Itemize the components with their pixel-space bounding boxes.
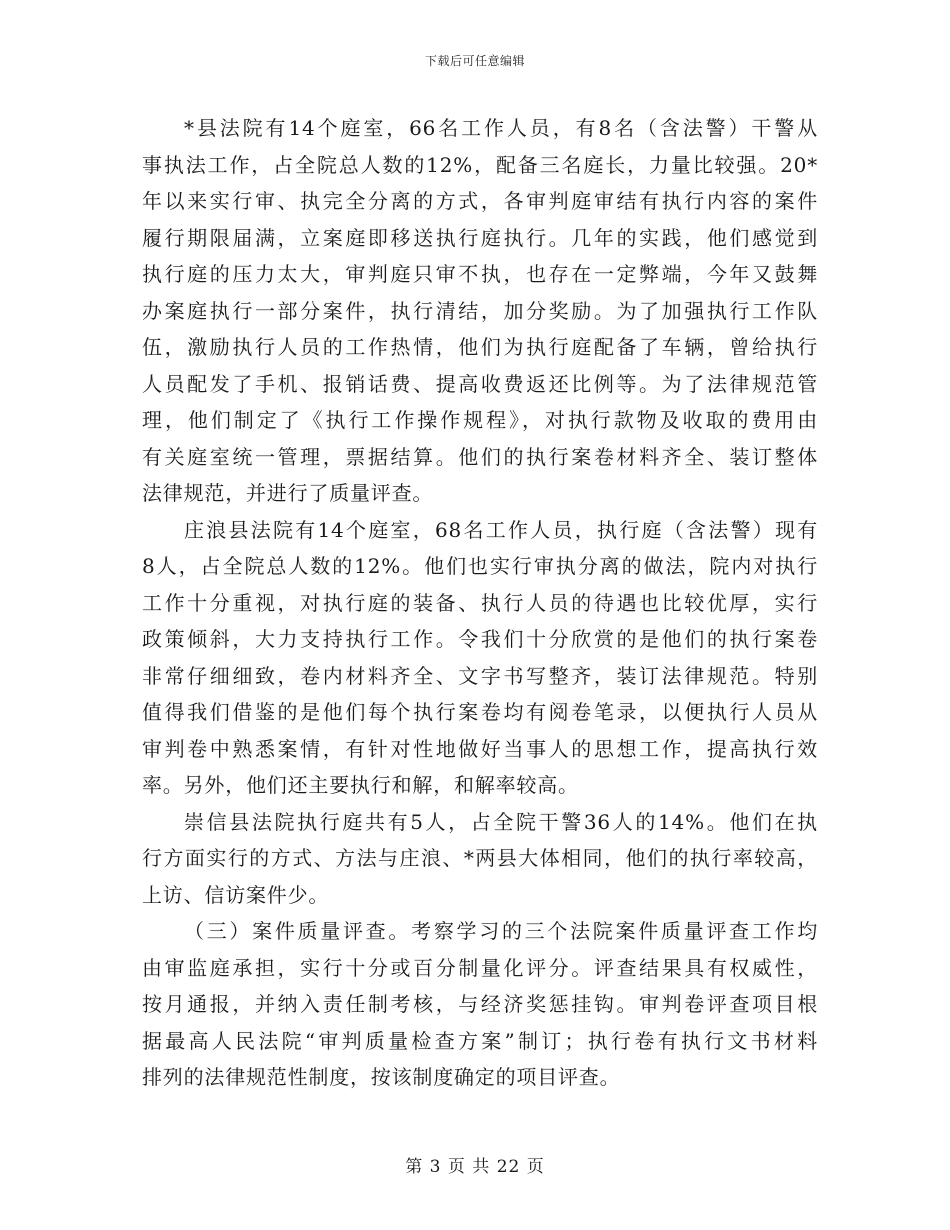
text-line: 人员配发了手机、报销话费、提高收费返还比例等。为了法律规范管 — [142, 371, 818, 396]
text-line: 审判卷中熟悉案情，有针对性地做好当事人的思想工作，提高执行效 — [142, 736, 818, 761]
text-line: 办案庭执行一部分案件，执行清结，加分奖励。为了加强执行工作队 — [142, 298, 818, 323]
page-header: 下载后可任意编辑 — [424, 54, 525, 68]
text-line: 8人，占全院总人数的12%。他们也实行审执分离的做法，院内对执行 — [142, 554, 818, 578]
text-line: 事执法工作，占全院总人数的12%，配备三名庭长，力量比较强。20* — [142, 152, 818, 177]
text-line: 率。另外，他们还主要执行和解，和解率较高。 — [142, 773, 579, 797]
text-line: 履行期限届满，立案庭即移送执行庭执行。几年的实践，他们感觉到 — [142, 225, 818, 250]
text-line: 由审监庭承担，实行十分或百分制量化评分。评查结果具有权威性， — [142, 955, 818, 980]
text-line: 伍，激励执行人员的工作热情，他们为执行庭配备了车辆，曾给执行 — [142, 335, 818, 359]
page-number: 第 3 页 共 22 页 — [405, 1157, 545, 1177]
text-line: *县法院有14个庭室，66名工作人员，有8名（含法警）干警从 — [184, 116, 818, 140]
text-line: 有关庭室统一管理，票据结算。他们的执行案卷材料齐全、装订整体 — [142, 444, 818, 469]
text-line: 行方面实行的方式、方法与庄浪、*两县大体相同，他们的执行率较高， — [142, 846, 818, 870]
text-line: 执行庭的压力太大，审判庭只审不执，也存在一定弊端，今年又鼓舞 — [142, 262, 818, 286]
text-line: 庄浪县法院有14个庭室，68名工作人员，执行庭（含法警）现有 — [184, 517, 818, 542]
text-line: 工作十分重视，对执行庭的装备、执行人员的待遇也比较优厚，实行 — [142, 590, 818, 615]
text-line: 值得我们借鉴的是他们每个执行案卷均有阅卷笔录，以便执行人员从 — [142, 700, 818, 724]
text-line: 据最高人民法院“审判质量检查方案”制订；执行卷有执行文书材料 — [142, 1028, 818, 1053]
text-line: 排列的法律规范性制度，按该制度确定的项目评查。 — [142, 1065, 621, 1089]
text-line: 理，他们制定了《执行工作操作规程》，对执行款物及收取的费用由 — [142, 408, 818, 432]
text-line: 上访、信访案件少。 — [142, 882, 330, 907]
text-line: 年以来实行审、执完全分离的方式，各审判庭审结有执行内容的案件 — [142, 189, 818, 213]
text-line: 按月通报，并纳入责任制考核，与经济奖惩挂钩。审判卷评查项目根 — [142, 992, 818, 1016]
text-line: （三）案件质量评查。考察学习的三个法院案件质量评查工作均 — [184, 919, 818, 943]
text-line: 法律规范，并进行了质量评查。 — [142, 481, 434, 505]
text-line: 政策倾斜，大力支持执行工作。令我们十分欣赏的是他们的执行案卷 — [142, 627, 818, 651]
text-line: 崇信县法院执行庭共有5人，占全院干警36人的14%。他们在执 — [184, 809, 818, 834]
document-body — [142, 110, 818, 1096]
text-line: 非常仔细细致，卷内材料齐全、文字书写整齐，装订法律规范。特别 — [142, 663, 818, 688]
